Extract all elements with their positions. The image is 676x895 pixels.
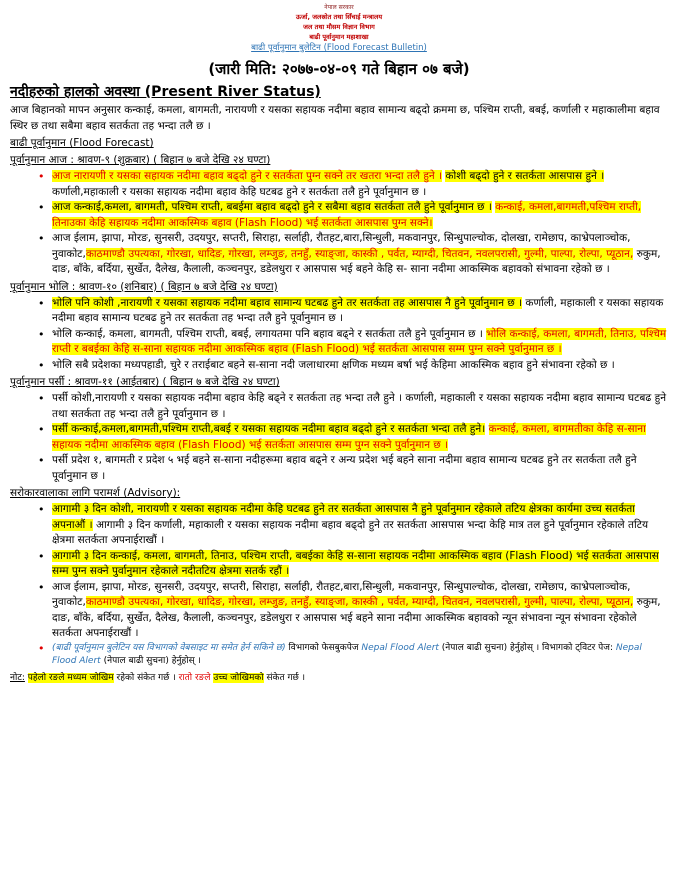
day1-b2-hl: आज कन्काई,कमला, बागमती, पश्चिम राप्ती, बबईमा बहाव बढ्दो हुने र सबैमा बहाव सतर्कता तलै हुने पूर्वानुमान छ ।	[52, 201, 492, 213]
day1-b3-hl: काठमाण्डौ उपत्यका, गोरखा, धादिङ, गोरखा, लम्जुङ, तनहुँ, स्याङ्जा, कास्की , पर्वत, म्याग्दी, चितवन, नवलपरासी, गुल्मी, पाल्पा, रोल्पा, प्यूठान,	[85, 247, 634, 260]
day3-title	[10, 374, 668, 390]
issue-date: (जारी मिति: २०७७-०४-०९ गते बिहान ०७ बजे)	[208, 60, 470, 78]
twitter-link[interactable]: Nepal Flood Alert	[52, 642, 642, 666]
day1-b2-red: कन्काई, कमला,बागमती,पश्चिम राप्ती, तिनाउका केहि सहायक नदीमा आकस्मिक बहाव (Flash Flood) भई सतर्कता आसपास पुग्न सक्ने।	[52, 201, 642, 229]
list-item	[52, 358, 668, 374]
list-item	[52, 391, 668, 422]
adv-b3-pre: आज ईलाम, झापा, मोरङ, सुनसरी, उदयपुर, सप्तरी, सिराहा, सर्लाही, रौतहट,बारा,सिन्धुली, मकवानपुर, सिन्धुपाल्चोक, दोलखा, रामेछाप, काभ्रेपलाञ्चोक, नुवाकोट,	[52, 580, 631, 608]
facebook-link[interactable]: Nepal Flood Alert	[361, 642, 439, 653]
list-item	[52, 169, 668, 200]
adv-b4-mid2: हेर्नुहोस् । विभागको ट्विटर पेज:	[509, 642, 613, 653]
adv-b1-hl: आगामी ३ दिन कोशी, नारायणी र यसका सहायक नदीमा केहि घटबढ हुने तर सतर्कता आसपास नै हुने पूर्वानुमान रहेकाले तटिय क्षेत्रका कार्यमा उच्च सतर्कता अपनाऔं ।	[52, 503, 635, 531]
list-item	[52, 580, 668, 642]
govt-line: नेपाल सरकार	[324, 4, 354, 11]
adv-b4-fb2: (नेपाल बाढी सुचना)	[441, 642, 508, 653]
day2-list	[10, 296, 668, 374]
day3-b3: पर्सी प्रदेश १, बागमती र प्रदेश ५ भई बहने स-साना नदीहरूमा बहाव बढ्ने र अन्य प्रदेश भई बहने साना नदीमा बहाव सामान्य घटबढ हुने तर सतर्कता तलै हुने पूर्वानुमान छ ।	[52, 454, 637, 482]
day1-b1-red: आज नारायणी र यसका सहायक नदीमा बहाव बढ्दो हुने र सतर्कता पुग्न सक्ने तर खतरा भन्दा तलै हुने ।	[52, 170, 443, 182]
adv-b1-rest: आगामी ३ दिन कर्णाली, महाकाली र यसका सहायक नदीमा बहाव बढ्दो हुने तर सतर्कता आसपास भन्दा केहि मात्र तल हुने पूर्वानुमान रहेकाले तटिय क्षेत्रमा सतर्कता अपनाईराखौं ।	[52, 518, 649, 546]
adv-b4-italic: (बाढी पूर्वानुमान बुलेटिन यस विभागको वेबसाइट मा समेत हेर्न सकिने छ)	[52, 642, 286, 653]
day3-b1: पर्सी कोशी,नारायणी र यसका सहायक नदीमा बहाव केहि बढ्ने र सतर्कता तह भन्दा तलै हुने । कर्णाली, महाकाली र यसका सहायक नदीमा बहाव सामान्य घटबढ हुने तथा सतर्कता तह भन्दा तलै हुने पूर्वानुमान छ ।	[52, 392, 667, 420]
adv-b3-post: रुकुम, दाङ, बाँके, बर्दिया, सुर्खेत, दैलेख, कैलाली, कञ्चनपुर, डडेलधुरा र आसपास भई बहने साना नदीमा आकस्मिक बहावको न्यून संभावना न्यून संभावना रहेकोले सतर्कता अपनाईराखौं ।	[52, 596, 661, 639]
adv-b2-hl: आगामी ३ दिन कन्काई, कमला, बागमती, तिनाउ, पश्चिम राप्ती, बबईका केहि स-साना सहायक नदीमा आकस्मिक बहाव (Flash Flood) भई सतर्कता आसपास सम्म पुग्न सक्ने पुर्वानुमान रहेकाले नदीतटिय क्षेत्रमा सतर्क रहौं ।	[52, 549, 659, 577]
day1-b1-rest: कर्णाली,महाकाली र यसका सहायक नदीमा बहाव केहि घटबढ हुने र सतर्कता तलै हुने पूर्वानुमान छ ।	[52, 185, 427, 198]
forecast-title-text: बाढी पूर्वानुमान (Flood Forecast)	[10, 137, 154, 149]
list-item	[52, 327, 668, 358]
day2-title-text: पूर्वानुमान भोलि : श्रावण-१० (शनिबार) ( बिहान ७ बजे देखि २४ घण्टा)	[10, 280, 278, 293]
list-item	[52, 642, 668, 668]
day1-b3-post: रुकुम, दाङ, बाँके, बर्दिया, सुर्खेत, दैलेख, कैलाली, कञ्चनपुर, डडेलधुरा र आसपास भई बहने केहि स- साना नदीमा आकस्मिक बहावको संभावना रहेको छ ।	[52, 247, 661, 275]
list-item	[52, 422, 668, 453]
note-mid: रहेको संकेत गर्छ ।	[116, 672, 176, 683]
day2-b1-hl: भोलि पनि कोशी ,नारायणी र यसका सहायक नदीमा बहाव सामान्य घटबढ हुने तर सतर्कता तह आसपास नै हुने पूर्वानुमान छ ।	[52, 296, 523, 309]
note-red: रातो रङले	[178, 672, 211, 683]
legend-note	[10, 672, 668, 685]
list-item	[52, 549, 668, 580]
note-label: नोट:	[10, 672, 25, 683]
department-line: जल तथा मौसम विज्ञान विभाग	[303, 23, 375, 31]
day2-b2-pre: भोलि कन्काई, कमला, बागमती, पश्चिम राप्ती, बबई, लगायतमा पनि बहाव बढ्ने र सतर्कता तलै हुने पूर्वानुमान छ ।	[52, 327, 483, 340]
day1-list	[10, 169, 668, 278]
river-status-text: आज बिहानको मापन अनुसार कन्काई, कमला, बागमती, नारायणी र यसका सहायक नदीमा बहाव सामान्य बढ्दो क्रममा छ, पश्चिम राप्ती, बबई, कर्णाली र महाकालीमा बहाव स्थिर छ तथा सबैमा बहाव सतर्कता तह भन्दा तलै छ ।	[10, 104, 660, 132]
list-item	[52, 200, 668, 231]
adv-b4-mid: विभागको फेसबुकपेज	[288, 642, 359, 653]
bulletin-title-link[interactable]: बाढी पूर्वानुमान बुलेटिन (Flood Forecast Bulletin)	[251, 43, 427, 53]
day3-b2-red: कन्काई, कमला, बागमतीका केहि स-साना सहायक नदीमा आकस्मिक बहाव (Flash Flood) भई सतर्कता आसपास सम्म पुग्न सक्ने पुर्वानुमान छ ।	[52, 423, 646, 451]
advisory-title	[10, 485, 668, 501]
list-item	[52, 453, 668, 484]
adv-b4-tw2: (नेपाल बाढी सुचना) हेर्नुहोस् ।	[103, 655, 201, 666]
list-item	[52, 502, 668, 549]
note-end: संकेत गर्छ ।	[266, 672, 306, 683]
day1-b1-hl: कोशी बढ्दो हुने र सतर्कता आसपास हुने ।	[445, 170, 605, 182]
river-status-title: नदीहरुको हालको अवस्था (Present River Status)	[10, 84, 321, 100]
advisory-list	[10, 502, 668, 668]
adv-b3-hl: काठमाण्डौ उपत्यका, गोरखा, धादिङ, गोरखा, लम्जुङ, तनहुँ, स्याङ्जा, कास्की , पर्वत, म्याग्दी, चितवन, नवलपरासी, गुल्मी, पाल्पा, रोल्पा, प्यूठान,	[85, 596, 634, 608]
list-item	[52, 231, 668, 278]
day3-title-text: पूर्वानुमान पर्सी : श्रावण-११ (आईतबार) ( बिहान ७ बजे देखि २४ घण्टा)	[10, 376, 280, 388]
day1-title	[10, 152, 668, 168]
list-item	[52, 296, 668, 327]
day2-b2-hl: भोलि कन्काई, कमला, बागमती, तिनाउ, पश्चिम राप्ती र बबईका केहि स-साना सहायक नदीमा आकस्मिक बहाव (Flash Flood) भई सतर्कता आसपास सम्म पुग्न सक्ने पुर्वानुमान छ ।	[52, 327, 667, 355]
day2-b3: भोलि सबै प्रदेशका मध्यपहाडी, चुरे र तराईबाट बहने स-साना नदी जलाधारमा क्षणिक मध्यम बर्षा भई केहिमा आकस्मिक बहाव हुने संभावना रहेको छ ।	[52, 358, 615, 371]
day2-b1-rest: कर्णाली, महाकाली र यसका सहायक नदीमा बहाव सामान्य घटबढ हुने तर सतर्कता तह भन्दा तलै हुने पूर्वानुमान छ ।	[52, 296, 664, 324]
note-yellow: पहेलो रङले मध्यम जोखिम	[27, 672, 114, 683]
day1-b3-pre: आज ईलाम, झापा, मोरङ, सुनसरी, उदयपुर, सप्तरी, सिराहा, सर्लाही, रौतहट,बारा,सिन्धुली, मकवानपुर, सिन्धुपाल्चोक, दोलखा, रामेछाप, काभ्रेपलाञ्चोक, नुवाकोट,	[52, 232, 631, 260]
ministry-line: ऊर्जा, जलस्रोत तथा सिँचाई मन्त्रालय	[295, 13, 383, 21]
header	[10, 0, 668, 80]
advisory-title-text: सरोकारवालाका लागि परामर्श (Advisory):	[10, 487, 181, 499]
day1-title-text: पूर्वानुमान आज : श्रावण-९ (शुक्रबार) ( बिहान ७ बजे देखि २४ घण्टा)	[10, 154, 271, 166]
day3-b2-hl: पर्सी कन्काई,कमला,बागमती,पश्चिम राप्ती,बबई र यसका सहायक नदीमा बहाव बढ्दो हुने र सतर्कता भन्दा तलै हुने।	[52, 423, 486, 435]
note-red-hl: उच्च जोखिमको	[213, 672, 264, 683]
forecast-title	[10, 135, 668, 151]
day3-list	[10, 391, 668, 484]
day2-title	[10, 279, 668, 295]
division-line: बाढी पूर्वानुमान महाशाखा	[309, 33, 369, 41]
